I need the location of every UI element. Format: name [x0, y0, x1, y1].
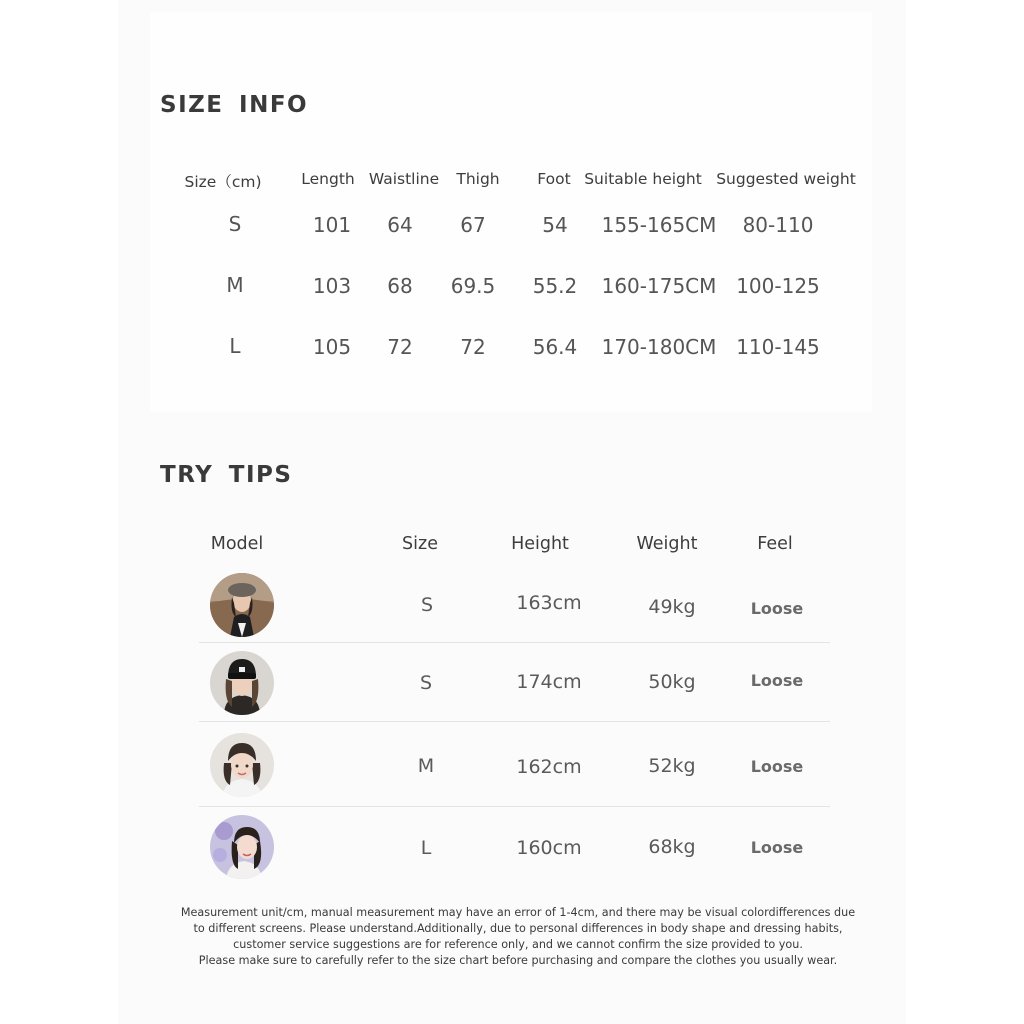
size-cell: S [228, 212, 242, 236]
thigh-cell: 67 [460, 213, 486, 237]
note-line: Please make sure to carefully refer to the size chart before purchasing and compare the clothes you usually wear. [198, 954, 838, 967]
try-weight-cell: 68kg [648, 836, 696, 858]
try-feel-cell: Loose [750, 838, 804, 857]
try-size-cell: L [420, 837, 432, 859]
length-cell: 101 [312, 213, 352, 237]
length-cell: 105 [312, 335, 352, 359]
thigh-cell: 72 [460, 335, 486, 359]
suggested-weight-cell: 80-110 [742, 213, 814, 237]
model-photo-4 [210, 815, 274, 879]
try-size-cell: S [419, 672, 433, 694]
length-cell: 103 [312, 274, 352, 298]
try-feel-cell: Loose [750, 671, 804, 690]
try-size-cell: M [417, 755, 435, 777]
try-header-feel: Feel [757, 534, 793, 554]
foot-cell: 54 [542, 213, 568, 237]
waistline-cell: 64 [387, 213, 413, 237]
foot-cell: 55.2 [532, 274, 578, 298]
size-header-suitable-height: Suitable height [584, 170, 702, 188]
note-line: Measurement unit/cm, manual measurement may have an error of 1-4cm, and there may be visual colordifferences due [180, 906, 856, 919]
try-weight-cell: 49kg [648, 596, 696, 618]
waistline-cell: 68 [387, 274, 413, 298]
try-height-cell: 163cm [516, 592, 582, 614]
suggested-weight-cell: 100-125 [736, 274, 820, 298]
size-info-title: SIZE INFO [160, 92, 309, 118]
note-line: customer service suggestions are for reference only, and we cannot confirm the size provided to you. [233, 938, 803, 951]
suggested-weight-cell: 110-145 [736, 335, 820, 359]
suitable-height-cell: 160-175CM [601, 274, 717, 298]
try-height-cell: 162cm [516, 756, 582, 778]
model-avatar [210, 573, 274, 637]
row-divider [199, 806, 830, 807]
foot-cell: 56.4 [532, 335, 578, 359]
row-divider [199, 721, 830, 722]
thigh-cell: 69.5 [450, 274, 496, 298]
model-avatar [210, 733, 274, 797]
try-weight-cell: 50kg [648, 671, 696, 693]
try-height-cell: 174cm [516, 671, 582, 693]
model-photo-2 [210, 651, 274, 715]
try-header-weight: Weight [636, 534, 698, 554]
size-header-length: Length [301, 170, 355, 188]
try-header-height: Height [511, 534, 569, 554]
size-header-thigh: Thigh [456, 170, 500, 188]
size-header-size: Size（cm) [184, 173, 262, 191]
try-feel-cell: Loose [750, 757, 804, 776]
row-divider [199, 642, 830, 643]
try-height-cell: 160cm [516, 837, 582, 859]
size-cell: L [229, 334, 241, 358]
try-size-cell: S [420, 594, 434, 616]
waistline-cell: 72 [387, 335, 413, 359]
size-header-foot: Foot [537, 170, 571, 188]
model-avatar [210, 815, 274, 879]
note-line: to different screens. Please understand.Additionally, due to personal differences in body shape and dressing habits, [193, 922, 843, 935]
suitable-height-cell: 170-180CM [601, 335, 717, 359]
model-avatar [210, 651, 274, 715]
suitable-height-cell: 155-165CM [601, 213, 717, 237]
size-header-waistline: Waistline [368, 170, 440, 188]
model-photo-3 [210, 733, 274, 797]
try-header-model: Model [210, 534, 264, 554]
size-cell: M [226, 273, 244, 297]
try-weight-cell: 52kg [648, 755, 696, 777]
try-feel-cell: Loose [750, 599, 804, 618]
model-photo-1 [210, 573, 274, 637]
try-header-size: Size [402, 534, 438, 554]
try-tips-title: TRY TIPS [160, 462, 293, 488]
size-header-suggested-weight: Suggested weight [716, 170, 856, 188]
measurement-notes [150, 905, 886, 969]
